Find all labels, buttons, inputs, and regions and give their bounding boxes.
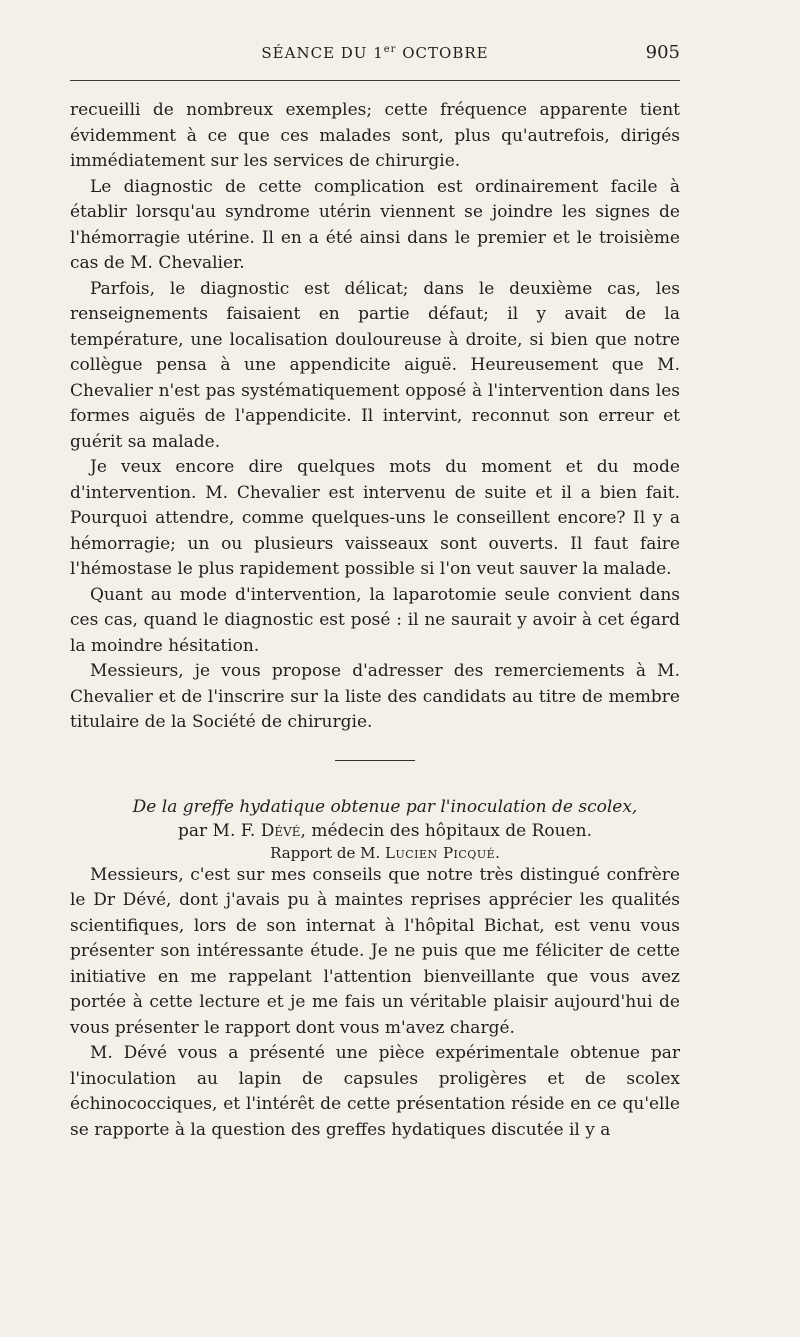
page-header	[70, 40, 680, 70]
paragraph: Le diagnostic de cette complication est ordinairement facile à établir lorsqu'au syndrome utérin viennent se joindre les signes de l'hémorragie utérine. Il en a été ainsi dans le premier et le troisième cas de M. Chevalier.	[70, 176, 680, 273]
report-line	[70, 843, 680, 863]
running-title-sup: er	[383, 44, 397, 55]
report-author: Lucien Picqué	[385, 843, 496, 862]
running-title-rest: OCTOBRE	[396, 44, 489, 62]
byline-suffix: , médecin des hôpitaux de Rouen.	[300, 820, 592, 841]
page-number: 905	[645, 42, 680, 63]
paragraph: Parfois, le diagnostic est délicat; dans le deuxième cas, les renseignements faisaient en partie défaut; il y avait de la température, une localisation douloureuse à droite, si bien que notre collègue pensa à une appendicite aiguë. Heureusement que M. Chevalier n'est pas systématiquement opposé à l'intervention dans les formes aiguës de l'appendicite. Il intervint, reconnut son erreur et guérit sa malade.	[70, 278, 680, 452]
running-title	[70, 44, 680, 62]
section-divider	[335, 760, 415, 761]
header-rule	[70, 80, 680, 81]
report-suffix: .	[495, 843, 500, 862]
article-byline	[70, 819, 680, 843]
paragraph: Messieurs, c'est sur mes conseils que notre très distingué confrère le Dr Dévé, dont j'avais pu à maintes reprises apprécier les qualités scientifiques, lors de son internat à l'hôpital Bichat, est venu vous présenter son intéressante étude. Je ne puis que me féliciter de cette initiative en me rappelant l'attention bienveillante que vous avez portée à cette lecture et je me fais un véritable plaisir aujourd'hui de vous présenter le rapport dont vous m'avez chargé.	[70, 864, 680, 1038]
report-prefix: Rapport de M.	[270, 843, 386, 862]
running-title-main: SÉANCE DU 1	[261, 44, 384, 62]
paragraph: Quant au mode d'intervention, la laparotomie seule convient dans ces cas, quand le diagnostic est posé : il ne saurait y avoir à cet égard la moindre hésitation.	[70, 584, 680, 656]
paragraph: Je veux encore dire quelques mots du moment et du mode d'intervention. M. Chevalier est intervenu de suite et il a bien fait. Pourquoi attendre, comme quelques-uns le conseillent encore? Il y a hémorragie; un ou plusieurs vaisseaux sont ouverts. Il faut faire l'hémostase le plus rapidement possible si l'on veut sauver la malade.	[70, 457, 680, 579]
body-text	[70, 98, 680, 1143]
paragraph: recueilli de nombreux exemples; cette fréquence apparente tient évidemment à ce que ces malades sont, plus qu'autrefois, dirigés immédiatement sur les services de chirurgie.	[70, 100, 680, 171]
paragraph: Messieurs, je vous propose d'adresser des remerciements à M. Chevalier et de l'inscrire sur la liste des candidats au titre de membre titulaire de la Société de chirurgie.	[70, 661, 680, 732]
byline-author: Dévé	[260, 820, 301, 841]
byline-prefix: par M. F.	[177, 820, 261, 841]
article-title: De la greffe hydatique obtenue par l'inoculation de scolex,	[132, 796, 638, 817]
paragraph: M. Dévé vous a présenté une pièce expérimentale obtenue par l'inoculation au lapin de capsules proligères et de scolex échinococciques, et l'intérêt de cette présentation réside en ce qu'elle se rapporte à la question des greffes hydatiques discutée il y a	[70, 1043, 680, 1140]
